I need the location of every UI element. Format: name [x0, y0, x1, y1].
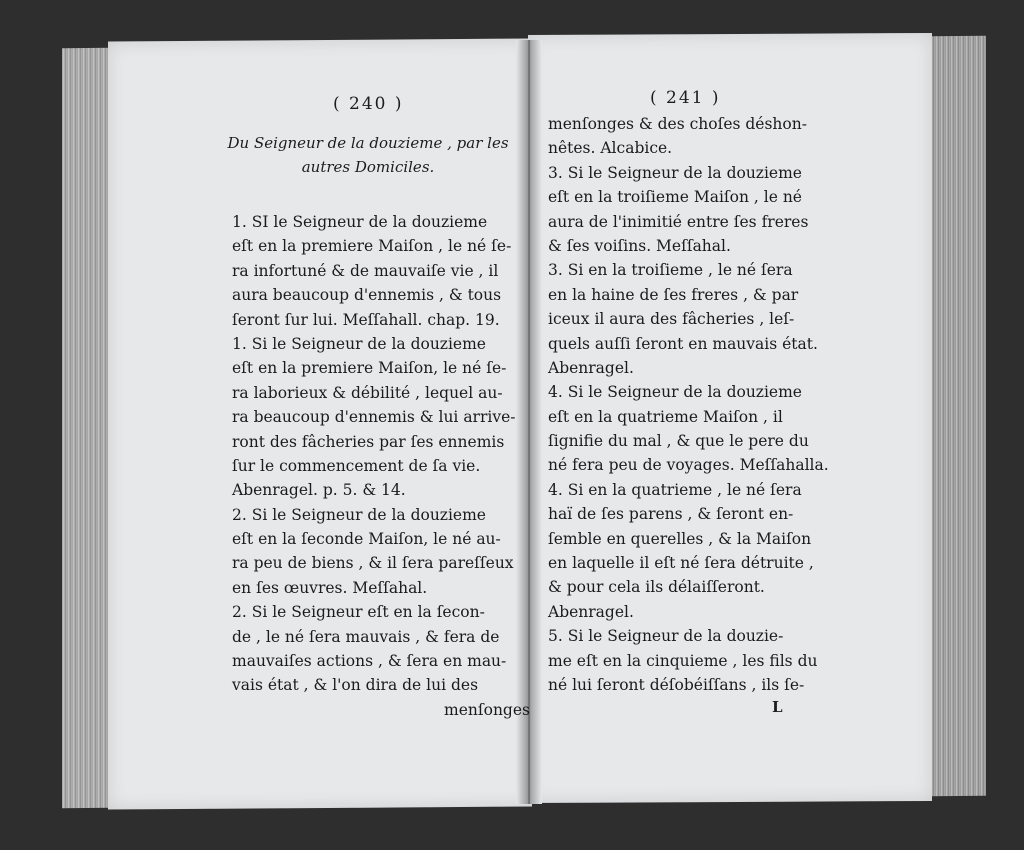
text-line: mauvaiſes actions , & ſera en mau-	[232, 652, 507, 671]
text-line: ront des fâcheries par ſes ennemis	[232, 432, 505, 451]
text-line: Abenragel.	[548, 358, 634, 377]
text-line: haï de ſes parens , & ſeront en-	[548, 505, 794, 524]
text-line: 3. Si en la troiſieme , le né ſera	[548, 261, 793, 280]
text-line: 2. Si le Seigneur eſt en la ſecon-	[232, 603, 485, 622]
text-line: né fera peu de voyages. Meſſahalla.	[548, 456, 829, 475]
book-gutter	[516, 40, 542, 804]
right-page-number: ( 241 )	[650, 88, 721, 108]
text-line: eſt en la quatrieme Maiſon , il	[548, 407, 783, 426]
text-line: ra peu de biens , & il ſera pareſſeux	[232, 554, 514, 573]
text-line: en la haine de ſes freres , & par	[548, 285, 799, 304]
text-line: ra beaucoup d'ennemis & lui arrive-	[232, 408, 516, 427]
text-line: né lui ſeront déſobéiſſans , ils ſe-	[548, 675, 805, 694]
text-line: 3. Si le Seigneur de la douzieme	[548, 163, 802, 182]
text-line: ſemble en querelles , & la Maiſon	[548, 529, 812, 548]
text-line: & ſes voiſins. Meſſahal.	[548, 236, 731, 255]
text-line: eſt en la ſeconde Maiſon, le né au-	[232, 530, 501, 549]
text-line: 2. Si le Seigneur de la douzieme	[232, 505, 486, 524]
text-line: aura beaucoup d'ennemis , & tous	[232, 286, 502, 305]
text-line: menſonges & des choſes déshon-	[548, 115, 807, 133]
text-line: & pour cela ils délaiſſeront.	[548, 578, 765, 597]
text-line: ſur le commencement de ſa vie.	[232, 456, 481, 475]
text-line: 1. SI le Seigneur de la douzieme	[232, 213, 488, 231]
text-line: eſt en la premiere Maiſon, le né ſe-	[232, 359, 507, 378]
right-page-body	[548, 112, 838, 697]
catchword: menſonges	[444, 701, 530, 719]
text-line: iceux il aura des fâcheries , leſ-	[548, 310, 795, 329]
text-line: en ſes œuvres. Meſſahal.	[232, 578, 428, 597]
text-line: aura de l'inimitié entre ſes freres	[548, 212, 809, 231]
text-line: ſeront ſur lui. Meſſahall. chap. 19.	[232, 310, 500, 329]
text-line: ſignifie du mal , & que le pere du	[548, 432, 809, 451]
text-line: 4. Si en la quatrieme , le né ſera	[548, 480, 802, 499]
left-page-body	[232, 210, 517, 698]
text-line: ra laborieux & débilité , lequel au-	[232, 383, 503, 402]
left-page-number: ( 240 )	[333, 94, 404, 114]
text-line: vais état , & l'on dira de lui des	[232, 676, 479, 695]
text-line: de , le né ſera mauvais , & fera de	[232, 627, 500, 646]
text-line: me eſt en la cinquieme , les fils du	[548, 651, 818, 670]
text-line: eſt en la premiere Maiſon , le né ſe-	[232, 237, 512, 256]
right-page-edges	[930, 36, 986, 797]
text-line: Abenragel.	[548, 602, 634, 621]
signature-mark: L	[772, 698, 783, 716]
text-line: Abenragel. p. 5. & 14.	[232, 481, 406, 500]
text-line: en laquelle il eſt né ſera détruite ,	[548, 554, 814, 573]
text-line: eſt en la troiſieme Maiſon , le né	[548, 188, 802, 207]
text-line: ra infortuné & de mauvaiſe vie , il	[232, 261, 499, 280]
left-page-edges	[62, 48, 110, 809]
text-line: 1. Si le Seigneur de la douzieme	[232, 334, 486, 353]
section-heading-line1: Du Seigneur de la douzieme , par les	[227, 134, 509, 152]
text-line: 4. Si le Seigneur de la douzieme	[548, 383, 802, 402]
text-line: quels auſſi ſeront en mauvais état.	[548, 334, 818, 353]
text-line: nêtes. Alcabice.	[548, 139, 673, 158]
text-line: 5. Si le Seigneur de la douzie-	[548, 627, 784, 646]
section-heading-line2: autres Domiciles.	[301, 158, 435, 176]
